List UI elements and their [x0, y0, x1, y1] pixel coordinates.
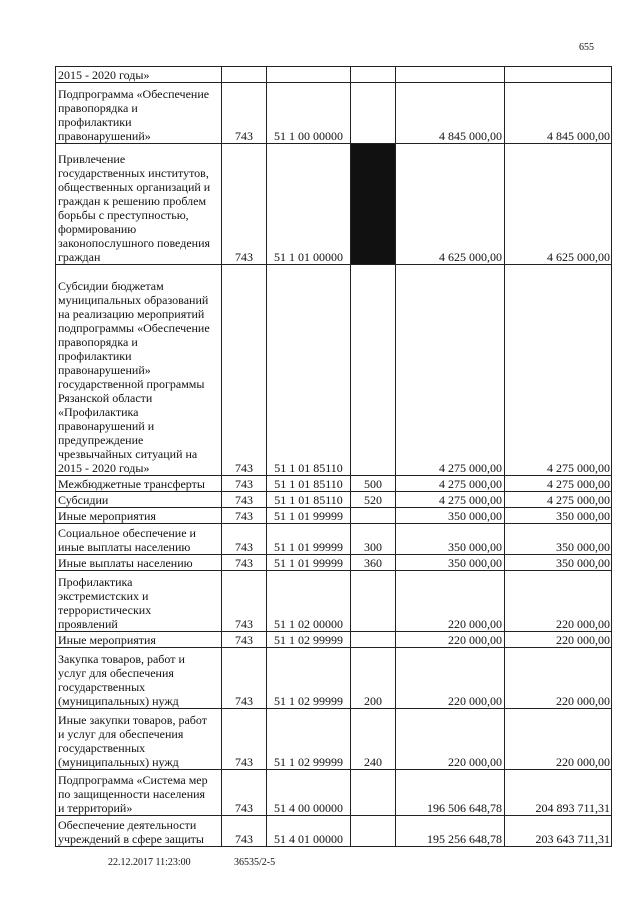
row-csr — [267, 67, 351, 83]
row-amount-2: 4 275 000,00 — [505, 265, 612, 476]
row-code: 743 — [222, 508, 267, 524]
row-vr — [351, 508, 396, 524]
row-csr: 51 1 02 99999 — [267, 648, 351, 709]
row-amount-1: 350 000,00 — [396, 524, 505, 555]
row-name: Обеспечение деятельности учреждений в сфере защиты — [56, 816, 222, 847]
row-code: 743 — [222, 632, 267, 648]
row-code: 743 — [222, 265, 267, 476]
row-amount-1: 220 000,00 — [396, 648, 505, 709]
row-code: 743 — [222, 492, 267, 508]
row-name: Социальное обеспечение и иные выплаты населению — [56, 524, 222, 555]
table-row — [56, 632, 612, 648]
row-csr: 51 1 02 99999 — [267, 632, 351, 648]
row-vr — [351, 144, 396, 265]
row-amount-2 — [505, 67, 612, 83]
row-vr — [351, 816, 396, 847]
row-csr: 51 1 01 85110 — [267, 476, 351, 492]
row-csr: 51 1 01 99999 — [267, 524, 351, 555]
row-csr: 51 4 00 00000 — [267, 770, 351, 816]
row-amount-1: 4 275 000,00 — [396, 265, 505, 476]
row-code: 743 — [222, 144, 267, 265]
row-code: 743 — [222, 571, 267, 632]
row-amount-1 — [396, 67, 505, 83]
row-vr: 300 — [351, 524, 396, 555]
row-vr: 200 — [351, 648, 396, 709]
row-vr: 500 — [351, 476, 396, 492]
budget-table — [55, 66, 612, 847]
row-vr — [351, 265, 396, 476]
row-name: Иные выплаты населению — [56, 555, 222, 571]
row-amount-1: 195 256 648,78 — [396, 816, 505, 847]
table-row — [56, 144, 612, 265]
row-code: 743 — [222, 476, 267, 492]
row-amount-2: 4 275 000,00 — [505, 492, 612, 508]
row-amount-2: 204 893 711,31 — [505, 770, 612, 816]
row-amount-2: 203 643 711,31 — [505, 816, 612, 847]
row-name: Межбюджетные трансферты — [56, 476, 222, 492]
row-vr: 240 — [351, 709, 396, 770]
row-amount-1: 196 506 648,78 — [396, 770, 505, 816]
row-csr: 51 1 01 99999 — [267, 555, 351, 571]
row-code: 743 — [222, 524, 267, 555]
footer-datetime: 22.12.2017 11:23:00 — [108, 857, 191, 868]
row-name: Закупка товаров, работ и услуг для обеспечения государственных (муниципальных) нужд — [56, 648, 222, 709]
row-name: 2015 - 2020 годы» — [56, 67, 222, 83]
row-csr: 51 1 01 85110 — [267, 265, 351, 476]
row-vr: 520 — [351, 492, 396, 508]
row-code: 743 — [222, 816, 267, 847]
table-row — [56, 265, 612, 476]
row-name: Профилактика экстремистских и террористических проявлений — [56, 571, 222, 632]
table-row — [56, 816, 612, 847]
page-number: 655 — [579, 42, 594, 53]
row-csr: 51 1 02 00000 — [267, 571, 351, 632]
row-amount-1: 220 000,00 — [396, 709, 505, 770]
row-amount-2: 220 000,00 — [505, 709, 612, 770]
row-name: Субсидии бюджетам муниципальных образований на реализацию мероприятий подпрограммы «Обеспечение правопорядка и профилактики правонарушений» государственной программы Рязанской области «Профилактика правонарушений и предупреждение чрезвычайных ситуаций на 2015 - 2020 годы» — [56, 265, 222, 476]
table-row — [56, 492, 612, 508]
row-vr — [351, 83, 396, 144]
table-row — [56, 571, 612, 632]
row-vr — [351, 67, 396, 83]
row-name: Субсидии — [56, 492, 222, 508]
row-vr — [351, 632, 396, 648]
row-csr: 51 1 01 00000 — [267, 144, 351, 265]
row-code: 743 — [222, 83, 267, 144]
row-name: Привлечение государственных институтов, общественных организаций и граждан к решению проблем борьбы с преступностью, формированию законопослушного поведения граждан — [56, 144, 222, 265]
row-vr — [351, 571, 396, 632]
row-code: 743 — [222, 648, 267, 709]
row-vr — [351, 770, 396, 816]
row-amount-1: 4 845 000,00 — [396, 83, 505, 144]
row-amount-2: 4 845 000,00 — [505, 83, 612, 144]
row-amount-2: 350 000,00 — [505, 508, 612, 524]
table-row — [56, 67, 612, 83]
row-code: 743 — [222, 770, 267, 816]
table-row — [56, 648, 612, 709]
row-name: Иные мероприятия — [56, 508, 222, 524]
row-amount-2: 350 000,00 — [505, 524, 612, 555]
row-amount-2: 350 000,00 — [505, 555, 612, 571]
row-amount-2: 220 000,00 — [505, 632, 612, 648]
footer-doc-id: 36535/2-5 — [234, 857, 276, 868]
row-name: Подпрограмма «Обеспечение правопорядка и профилактики правонарушений» — [56, 83, 222, 144]
row-code: 743 — [222, 555, 267, 571]
row-amount-1: 350 000,00 — [396, 508, 505, 524]
row-amount-1: 220 000,00 — [396, 632, 505, 648]
row-code: 743 — [222, 709, 267, 770]
row-csr: 51 1 00 00000 — [267, 83, 351, 144]
table-row — [56, 770, 612, 816]
row-amount-1: 4 275 000,00 — [396, 492, 505, 508]
table-row — [56, 709, 612, 770]
row-csr: 51 1 01 85110 — [267, 492, 351, 508]
table-row — [56, 555, 612, 571]
row-amount-1: 4 275 000,00 — [396, 476, 505, 492]
row-amount-2: 4 625 000,00 — [505, 144, 612, 265]
row-csr: 51 1 01 99999 — [267, 508, 351, 524]
row-csr: 51 4 01 00000 — [267, 816, 351, 847]
row-name: Иные закупки товаров, работ и услуг для обеспечения государственных (муниципальных) нужд — [56, 709, 222, 770]
row-name: Иные мероприятия — [56, 632, 222, 648]
row-amount-2: 220 000,00 — [505, 571, 612, 632]
row-vr: 360 — [351, 555, 396, 571]
row-csr: 51 1 02 99999 — [267, 709, 351, 770]
table-row — [56, 508, 612, 524]
row-amount-1: 350 000,00 — [396, 555, 505, 571]
row-code — [222, 67, 267, 83]
row-amount-2: 220 000,00 — [505, 648, 612, 709]
table-row — [56, 524, 612, 555]
table-row — [56, 83, 612, 144]
row-amount-2: 4 275 000,00 — [505, 476, 612, 492]
row-name: Подпрограмма «Система мер по защищенности населения и территорий» — [56, 770, 222, 816]
row-amount-1: 4 625 000,00 — [396, 144, 505, 265]
row-amount-1: 220 000,00 — [396, 571, 505, 632]
table-row — [56, 476, 612, 492]
